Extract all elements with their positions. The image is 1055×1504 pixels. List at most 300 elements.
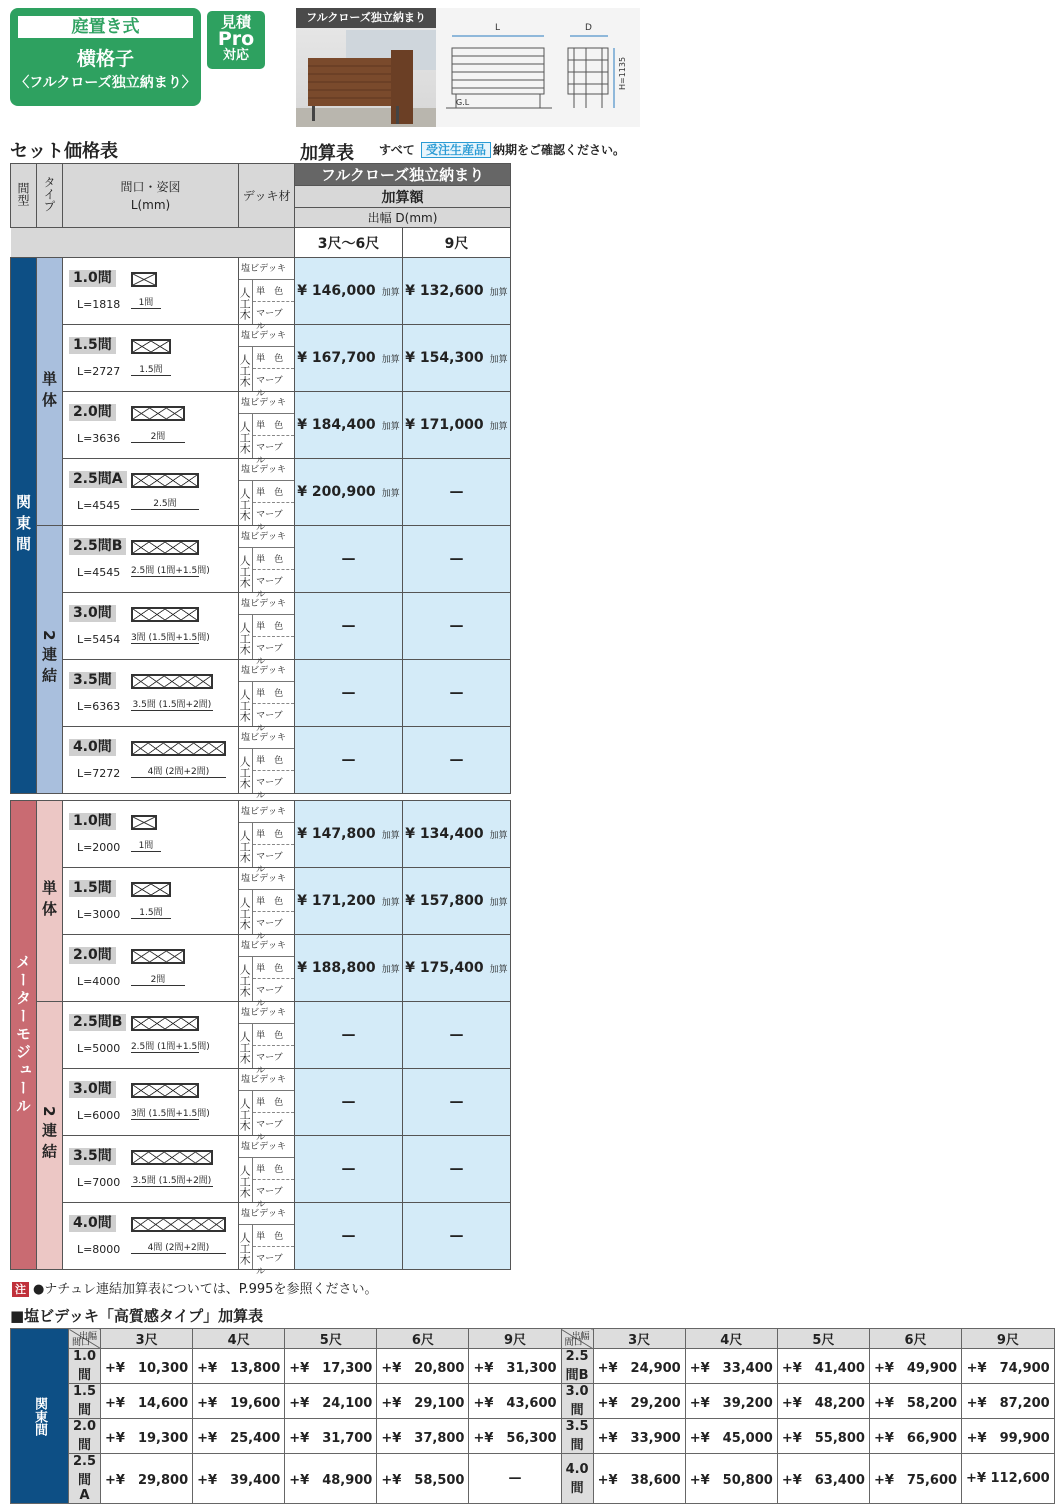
addon-value: +¥ 33,900 <box>593 1419 685 1454</box>
price-9shaku <box>402 660 510 727</box>
addon-value: +¥ 37,800 <box>377 1419 469 1454</box>
size-cell <box>62 258 238 325</box>
size-cell <box>62 1069 238 1136</box>
dim-l: L <box>495 23 501 33</box>
deck-cell <box>238 727 295 801</box>
note-text: ●ナチュレ連結加算表については、P.995を参照ください。 <box>33 1282 378 1297</box>
deck-wood-label: 人工木 <box>239 414 253 458</box>
frame-diagram <box>131 272 157 287</box>
price-3-6shaku <box>295 1203 403 1270</box>
price-row <box>11 325 511 392</box>
deck-wood-options <box>253 548 294 600</box>
size-label: 3.0間 <box>69 1081 116 1098</box>
addon-value: +¥ 25,400 <box>193 1419 285 1454</box>
deck-wood-options <box>253 414 294 466</box>
size-label: 4.0間 <box>69 1215 116 1232</box>
size-cell <box>62 593 238 660</box>
price-value: — <box>449 484 464 500</box>
span-label: 1間 <box>131 295 161 309</box>
deck-marble: マーブル <box>256 443 283 466</box>
price-3-6shaku <box>295 1069 403 1136</box>
deck-single: 単 色 <box>253 280 294 302</box>
deck-wood-label: 人工木 <box>239 1091 253 1135</box>
size-label: 3.5間 <box>69 1148 116 1165</box>
price-row <box>11 868 511 935</box>
price-3-6shaku <box>295 868 403 935</box>
span-label: 1.5間 <box>131 362 171 376</box>
deck-wood-label: 人工木 <box>239 347 253 391</box>
span-label: 2間 <box>131 429 185 443</box>
kasan-label: 加算 <box>381 898 400 908</box>
deck-single: 単 色 <box>253 615 294 637</box>
deck-wood <box>238 615 294 667</box>
price-value: — <box>341 685 356 701</box>
price-value: — <box>341 1094 356 1110</box>
deck-wood-options <box>253 481 294 533</box>
col-header: 3尺 <box>101 1329 193 1349</box>
price-9shaku <box>402 526 510 593</box>
frame-diagram <box>131 1083 199 1098</box>
dimension-drawing <box>436 8 640 127</box>
dim-h: H=1135 <box>618 56 627 90</box>
size-label: 2.5間B <box>69 1014 126 1031</box>
price-9shaku <box>402 1002 510 1069</box>
deck-wood-label: 人工木 <box>239 890 253 934</box>
addon-value: +¥ 39,400 <box>193 1454 285 1504</box>
col-header: 3尺 <box>593 1329 685 1349</box>
deck-marble: マーブル <box>256 919 283 942</box>
addon-value: +¥ 17,300 <box>285 1349 377 1384</box>
price-9shaku <box>402 392 510 459</box>
size-label: 1.5間 <box>69 880 116 897</box>
price-value: ¥ 147,800 <box>297 826 376 842</box>
deck-pvc: 塩ビデッキ <box>239 258 294 280</box>
kasan-label: 加算 <box>381 288 400 298</box>
bottom-row <box>11 1454 1055 1504</box>
price-value: ¥ 175,400 <box>405 960 484 976</box>
deck-wood <box>238 347 294 399</box>
kasan-label: 加算 <box>489 965 508 975</box>
bottom-row <box>11 1349 1055 1384</box>
deck-cell <box>238 1136 295 1210</box>
deck-cell <box>238 868 295 942</box>
price-value: ¥ 154,300 <box>405 350 484 366</box>
addon-value: +¥ 29,800 <box>101 1454 193 1504</box>
deck-wood-options <box>253 1225 294 1277</box>
deck-wood <box>238 823 294 875</box>
col-header: 5尺 <box>777 1329 869 1349</box>
deck-pvc: 塩ビデッキ <box>239 392 294 414</box>
addon-value: +¥ 74,900 <box>962 1349 1055 1384</box>
price-9shaku <box>402 459 510 526</box>
addon-value: +¥ 55,800 <box>777 1419 869 1454</box>
price-3-6shaku <box>295 1002 403 1069</box>
col-header: 9尺 <box>469 1329 561 1349</box>
kasan-label: 加算 <box>381 355 400 365</box>
note-mark: 注 <box>12 1282 29 1297</box>
deck-marble: マーブル <box>256 309 283 332</box>
type-label: 単体 <box>36 258 62 526</box>
frame-diagram <box>131 540 199 555</box>
deck-marble: マーブル <box>256 986 283 1009</box>
span-label: 3.5間 (1.5間+2間) <box>131 697 213 711</box>
deck-wood <box>238 1158 294 1210</box>
addon-value: +¥ 33,400 <box>685 1349 777 1384</box>
addon-value: +¥ 75,600 <box>869 1454 961 1504</box>
addon-value: +¥ 50,800 <box>685 1454 777 1504</box>
addon-head: フルクローズ独立納まり <box>295 164 511 186</box>
deck-wood <box>238 548 294 600</box>
price-3-6shaku <box>295 526 403 593</box>
col-header: 4尺 <box>685 1329 777 1349</box>
row-label: 1.0間 <box>69 1349 101 1384</box>
addon-value: +¥ 45,000 <box>685 1419 777 1454</box>
price-value: ¥ 184,400 <box>297 417 376 433</box>
size-cell <box>62 459 238 526</box>
price-value: ¥ 132,600 <box>405 283 484 299</box>
span-label: 4間 (2間+2間) <box>131 764 226 778</box>
deck-wood-label: 人工木 <box>239 1024 253 1068</box>
col-header: 4尺 <box>193 1329 285 1349</box>
addon-value: +¥ 29,100 <box>377 1384 469 1419</box>
deck-pvc: 塩ビデッキ <box>239 459 294 481</box>
length-value: L=4000 <box>76 975 121 988</box>
deck-wood <box>238 280 294 332</box>
kasan-label: 加算 <box>381 831 400 841</box>
addon-dehaba: 出幅 D(mm) <box>295 208 511 228</box>
type-label: 単体 <box>36 801 62 1002</box>
kasan-label: 加算 <box>489 898 508 908</box>
row-label: 2.0間 <box>69 1419 101 1454</box>
price-row <box>11 459 511 526</box>
frame-diagram <box>131 1150 213 1165</box>
price-row <box>11 392 511 459</box>
addon-value: +¥ 58,500 <box>377 1454 469 1504</box>
addon-note <box>379 141 625 158</box>
addon-value: +¥ 48,200 <box>777 1384 869 1419</box>
row-label: 4.0間 <box>561 1454 593 1504</box>
price-9shaku <box>402 727 510 794</box>
deck-wood <box>238 682 294 734</box>
frame-diagram <box>131 473 199 488</box>
deck-wood <box>238 957 294 1009</box>
price-3-6shaku <box>295 593 403 660</box>
price-row <box>11 1203 511 1270</box>
span-label: 2.5間 (1間+1.5間) <box>131 563 199 577</box>
price-9shaku <box>402 801 510 868</box>
length-value: L=7000 <box>76 1176 121 1189</box>
price-value: ¥ 167,700 <box>297 350 376 366</box>
deck-marble: マーブル <box>256 852 283 875</box>
deck-cell <box>238 801 295 875</box>
deck-wood <box>238 890 294 942</box>
price-row <box>11 801 511 868</box>
price-value: ¥ 188,800 <box>297 960 376 976</box>
size-cell <box>62 1136 238 1203</box>
deck-wood-options <box>253 1158 294 1210</box>
deck-cell <box>238 660 295 734</box>
deck-wood <box>238 1225 294 1277</box>
deck-wood-options <box>253 615 294 667</box>
price-value: — <box>449 1027 464 1043</box>
addon-title: 加算表 <box>300 143 354 164</box>
deck-pvc: 塩ビデッキ <box>239 1203 294 1225</box>
length-value: L=5454 <box>76 633 121 646</box>
corner-top: 出幅 <box>571 1332 590 1342</box>
addon-value: +¥ 38,600 <box>593 1454 685 1504</box>
size-label: 2.5間B <box>69 538 126 555</box>
deck-wood-label: 人工木 <box>239 957 253 1001</box>
deck-marble: マーブル <box>256 1254 283 1277</box>
length-value: L=3000 <box>76 908 121 921</box>
row-label: 1.5間 <box>69 1384 101 1419</box>
deck-wood-label: 人工木 <box>239 548 253 592</box>
deck-pvc: 塩ビデッキ <box>239 593 294 615</box>
row-label: 2.5間A <box>69 1454 101 1504</box>
price-value: ¥ 134,400 <box>405 826 484 842</box>
deck-wood-label: 人工木 <box>239 481 253 525</box>
type-label: 2連結 <box>36 1002 62 1270</box>
deck-wood-options <box>253 1091 294 1143</box>
length-value: L=4545 <box>76 499 121 512</box>
price-value: — <box>449 551 464 567</box>
length-value: L=2000 <box>76 841 121 854</box>
size-cell <box>62 1002 238 1069</box>
badge-type: 庭置き式 <box>18 16 193 38</box>
deck-wood <box>238 1091 294 1143</box>
deck-cell <box>238 593 295 667</box>
length-value: L=5000 <box>76 1042 121 1055</box>
deck-wood-label: 人工木 <box>239 1158 253 1202</box>
addon-value: +¥ 48,900 <box>285 1454 377 1504</box>
deck-pvc: 塩ビデッキ <box>239 727 294 749</box>
price-value: — <box>341 551 356 567</box>
addon-kasangaku: 加算額 <box>295 186 511 208</box>
addon-value: +¥ 41,400 <box>777 1349 869 1384</box>
addon-value: +¥ 13,800 <box>193 1349 285 1384</box>
product-photo <box>296 8 436 127</box>
price-3-6shaku <box>295 1136 403 1203</box>
price-3-6shaku <box>295 392 403 459</box>
dim-d: D <box>585 23 592 33</box>
corner-bottom: 間口 <box>72 1338 91 1348</box>
deck-pvc: 塩ビデッキ <box>239 801 294 823</box>
addon-value: +¥ 43,600 <box>469 1384 561 1419</box>
addon-value: +¥ 99,900 <box>962 1419 1055 1454</box>
addon-value: +¥ 66,900 <box>869 1419 961 1454</box>
frame-diagram <box>131 339 171 354</box>
corner-top: 出幅 <box>79 1332 98 1342</box>
length-value: L=2727 <box>76 365 121 378</box>
col-deck: デッキ材 <box>239 164 295 228</box>
price-3-6shaku <box>295 325 403 392</box>
corner-cell <box>69 1329 101 1349</box>
deck-cell <box>238 526 295 600</box>
length-value: L=6000 <box>76 1109 121 1122</box>
kasan-label: 加算 <box>489 422 508 432</box>
deck-wood-label: 人工木 <box>239 1225 253 1269</box>
frame-diagram <box>131 674 213 689</box>
badge-sub: 〈フルクローズ独立納まり〉 <box>15 75 196 91</box>
deck-wood <box>238 1024 294 1076</box>
price-value: ¥ 200,900 <box>297 484 376 500</box>
price-value: ¥ 146,000 <box>297 283 376 299</box>
group-label: 関東間 <box>11 258 37 794</box>
bottom-group-label: 関東間 <box>11 1329 69 1504</box>
price-value: — <box>449 1094 464 1110</box>
deck-wood-label: 人工木 <box>239 749 253 793</box>
price-3-6shaku <box>295 801 403 868</box>
addon-value: +¥ 58,200 <box>869 1384 961 1419</box>
size-label: 4.0間 <box>69 739 116 756</box>
deck-marble: マーブル <box>256 1187 283 1210</box>
price-row <box>11 935 511 1002</box>
deck-cell <box>238 935 295 1009</box>
addon-value: +¥ 24,100 <box>285 1384 377 1419</box>
size-cell <box>62 325 238 392</box>
price-row <box>11 258 511 325</box>
bottom-title: ■塩ビデッキ「高質感タイプ」加算表 <box>10 1307 264 1325</box>
col-header: 6尺 <box>377 1329 469 1349</box>
row-label: 3.5間 <box>561 1419 593 1454</box>
addon-note-post: 納期をご確認ください。 <box>492 143 625 157</box>
length-value: L=6363 <box>76 700 121 713</box>
deck-wood <box>238 414 294 466</box>
size-label: 1.0間 <box>69 813 116 830</box>
deck-single: 単 色 <box>253 1024 294 1046</box>
col-header: 6尺 <box>869 1329 961 1349</box>
deck-wood-options <box>253 823 294 875</box>
price-row <box>11 593 511 660</box>
deck-single: 単 色 <box>253 347 294 369</box>
deck-pvc: 塩ビデッキ <box>239 526 294 548</box>
price-3-6shaku <box>295 258 403 325</box>
corner-bottom: 間口 <box>564 1338 583 1348</box>
deck-cell <box>238 325 295 399</box>
addon-value: +¥ 87,200 <box>962 1384 1055 1419</box>
deck-pvc: 塩ビデッキ <box>239 1069 294 1091</box>
addon-value: +¥ 29,200 <box>593 1384 685 1419</box>
frame-diagram <box>131 406 185 421</box>
deck-marble: マーブル <box>256 1053 283 1076</box>
price-value: — <box>449 1161 464 1177</box>
kasan-label: 加算 <box>381 422 400 432</box>
row-label: 3.0間 <box>561 1384 593 1419</box>
price-value: ¥ 171,200 <box>297 893 376 909</box>
price-value: — <box>341 618 356 634</box>
deck-pvc: 塩ビデッキ <box>239 325 294 347</box>
price-9shaku <box>402 593 510 660</box>
col-size: 間口・姿図 L(mm) <box>62 164 238 228</box>
length-value: L=3636 <box>76 432 121 445</box>
kasan-label: 加算 <box>381 965 400 975</box>
length-value: L=4545 <box>76 566 121 579</box>
deck-single: 単 色 <box>253 957 294 979</box>
deck-single: 単 色 <box>253 1225 294 1247</box>
price-9shaku <box>402 325 510 392</box>
col-header: 9尺 <box>962 1329 1055 1349</box>
deck-pvc: 塩ビデッキ <box>239 1002 294 1024</box>
corner-cell <box>561 1329 593 1349</box>
addon-value: +¥ 10,300 <box>101 1349 193 1384</box>
span-label: 2間 <box>131 972 185 986</box>
deck-marble: マーブル <box>256 644 283 667</box>
deck-wood-options <box>253 347 294 399</box>
deck-wood-label: 人工木 <box>239 615 253 659</box>
deck-wood-label: 人工木 <box>239 823 253 867</box>
deck-pvc: 塩ビデッキ <box>239 935 294 957</box>
span-label: 1.5間 <box>131 905 171 919</box>
deck-single: 単 色 <box>253 1158 294 1180</box>
deck-wood <box>238 481 294 533</box>
price-9shaku <box>402 1136 510 1203</box>
frame-diagram <box>131 949 185 964</box>
size-cell <box>62 1203 238 1270</box>
frame-diagram <box>131 1016 199 1031</box>
deck-single: 単 色 <box>253 481 294 503</box>
deck-single: 単 色 <box>253 548 294 570</box>
size-cell <box>62 392 238 459</box>
addon-value: +¥ 31,300 <box>469 1349 561 1384</box>
length-value: L=8000 <box>76 1243 121 1256</box>
deck-marble: マーブル <box>256 577 283 600</box>
price-row <box>11 1069 511 1136</box>
product-badge <box>10 8 201 106</box>
deck-pvc: 塩ビデッキ <box>239 1136 294 1158</box>
deck-single: 単 色 <box>253 890 294 912</box>
deck-cell <box>238 459 295 533</box>
deck-marble: マーブル <box>256 711 283 734</box>
col-type: タイプ <box>36 164 62 228</box>
deck-marble: マーブル <box>256 778 283 801</box>
pro-line1: 見積 <box>220 13 251 31</box>
price-9shaku <box>402 1203 510 1270</box>
high-quality-deck-table <box>10 1328 1055 1504</box>
pro-line2: Pro <box>217 28 255 50</box>
deck-cell <box>238 258 295 332</box>
row-label: 2.5間B <box>561 1349 593 1384</box>
kasan-label: 加算 <box>489 831 508 841</box>
price-9shaku <box>402 935 510 1002</box>
addon-value: +¥ 14,600 <box>101 1384 193 1419</box>
price-value: — <box>449 685 464 701</box>
deck-single: 単 色 <box>253 823 294 845</box>
photo-caption: フルクローズ独立納まり <box>296 8 436 28</box>
span-label: 1間 <box>131 838 161 852</box>
kasan-label: 加算 <box>489 288 508 298</box>
frame-diagram <box>131 1217 226 1232</box>
size-cell <box>62 868 238 935</box>
size-label: 3.0間 <box>69 605 116 622</box>
price-row <box>11 526 511 593</box>
addon-note-pre: すべて <box>379 143 415 157</box>
deck-wood-options <box>253 890 294 942</box>
col-3-6shaku: 3尺〜6尺 <box>295 228 403 258</box>
length-value: L=7272 <box>76 767 121 780</box>
price-value: ¥ 171,000 <box>405 417 484 433</box>
price-value: — <box>449 1228 464 1244</box>
addon-value: +¥ 63,400 <box>777 1454 869 1504</box>
bottom-row <box>11 1419 1055 1454</box>
size-label: 2.5間A <box>69 471 127 488</box>
made-to-order-badge: 受注生産品 <box>421 142 491 158</box>
size-cell <box>62 801 238 868</box>
frame-diagram <box>131 741 226 756</box>
size-label: 1.5間 <box>69 337 116 354</box>
deck-single: 単 色 <box>253 1091 294 1113</box>
addon-value: +¥ 39,200 <box>685 1384 777 1419</box>
set-price-table <box>10 163 511 1277</box>
